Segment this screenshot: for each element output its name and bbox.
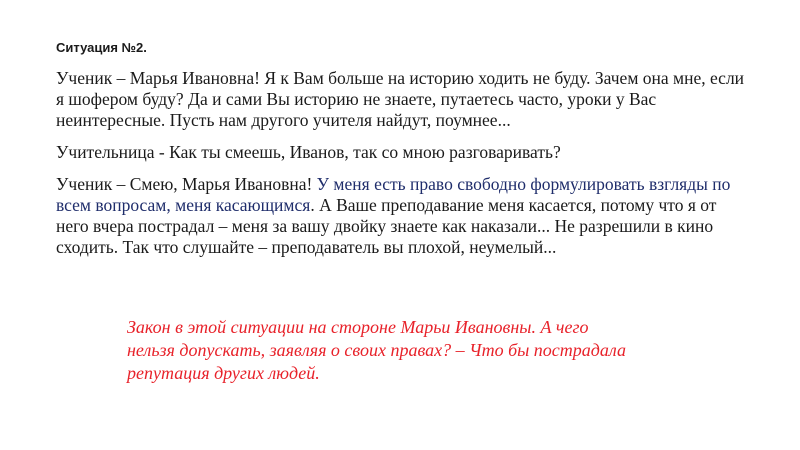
student-paragraph-2 bbox=[56, 174, 746, 258]
situation-heading: Ситуация №2. bbox=[56, 40, 147, 55]
teacher-paragraph: Учительница - Как ты смеешь, Иванов, так со мною разговаривать? bbox=[56, 142, 561, 162]
student-reply-end: . А Ваше преподавание меня касается, потому что я от него вчера пострадал – меня за вашу двойку знаете как наказали... Не разрешили в кино сходить. Так что слушайте – преподаватель вы плохой, неумелый... bbox=[56, 195, 717, 257]
student-paragraph-1: Ученик – Марья Ивановна! Я к Вам больше на историю ходить не буду. Зачем она мне, если я шофером буду? Да и сами Вы историю не знаете, путаетесь часто, уроки у Вас неинтересные. Пусть нам другого учителя найдут, поумнее... bbox=[56, 68, 745, 130]
conclusion-note: Закон в этой ситуации на стороне Марьи Ивановны. А чего нельзя допускать, заявляя о своих правах? – Что бы пострадала репутация других людей. bbox=[127, 317, 626, 383]
student-reply-start: Ученик – Смею, Марья Ивановна! bbox=[56, 174, 317, 194]
rights-quote: У меня есть право свободно формулировать взгляды по всем вопросам, меня касающимся bbox=[56, 174, 731, 215]
dialogue-text bbox=[56, 68, 746, 269]
